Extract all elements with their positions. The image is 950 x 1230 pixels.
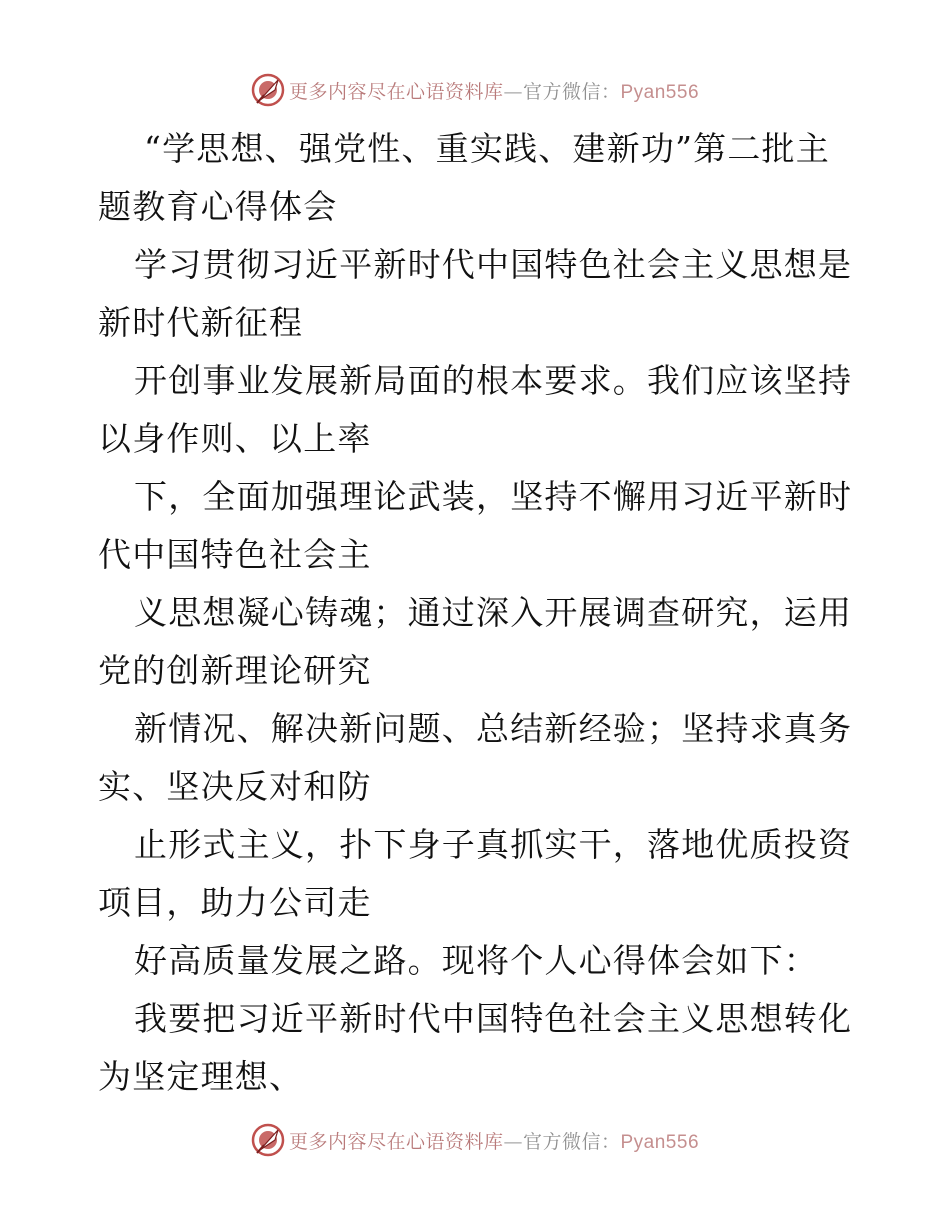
paragraph-line: 代中国特色社会主 — [98, 535, 372, 574]
document-title-line-1: “学思想、强党性、重实践、建新功”第二批主 — [144, 129, 830, 168]
footer-wechat-label: 官方微信： — [522, 1130, 621, 1153]
header-text — [289, 77, 699, 104]
paragraph-line: 新情况、解决新问题、总结新经验；坚持求真务 — [134, 709, 853, 748]
paragraph-line: 下，全面加强理论武装，坚持不懈用习近平新时 — [134, 477, 853, 516]
paragraph-line: 新时代新征程 — [98, 303, 304, 342]
paragraph-line: 以身作则、以上率 — [98, 419, 372, 458]
paragraph-line: 止形式主义，扑下身子真抓实干，落地优质投资 — [134, 825, 853, 864]
footer-banner — [0, 1120, 950, 1160]
paragraph-line: 为坚定理想、 — [98, 1057, 304, 1096]
quill-logo-icon — [251, 1123, 285, 1157]
paragraph-line: 开创事业发展新局面的根本要求。我们应该坚持 — [134, 361, 853, 400]
paragraph-line: 我要把习近平新时代中国特色社会主义思想转化 — [134, 999, 853, 1038]
paragraph-line: 实、坚决反对和防 — [98, 767, 372, 806]
paragraph-line: 义思想凝心铸魂；通过深入开展调查研究，运用 — [134, 593, 853, 632]
header-wechat-label: 官方微信： — [522, 80, 621, 103]
quill-logo-icon — [251, 73, 285, 107]
footer-text — [289, 1127, 699, 1154]
paragraph-line: 项目，助力公司走 — [98, 883, 372, 922]
paragraph-line: 学习贯彻习近平新时代中国特色社会主义思想是 — [134, 245, 853, 284]
header-dash: — — [503, 80, 523, 103]
paragraph-line: 党的创新理论研究 — [98, 651, 372, 690]
document-body — [98, 120, 858, 1106]
header-site-text: 更多内容尽在心语资料库 — [288, 80, 504, 103]
footer-site-text: 更多内容尽在心语资料库 — [288, 1130, 504, 1153]
header-wechat-id: Pyan556 — [620, 81, 700, 103]
header-banner — [0, 70, 950, 110]
footer-dash: — — [503, 1130, 523, 1153]
document-title-line-2: 题教育心得体会 — [98, 187, 338, 226]
paragraph-line: 好高质量发展之路。现将个人心得体会如下： — [134, 941, 818, 980]
footer-wechat-id: Pyan556 — [620, 1131, 700, 1153]
